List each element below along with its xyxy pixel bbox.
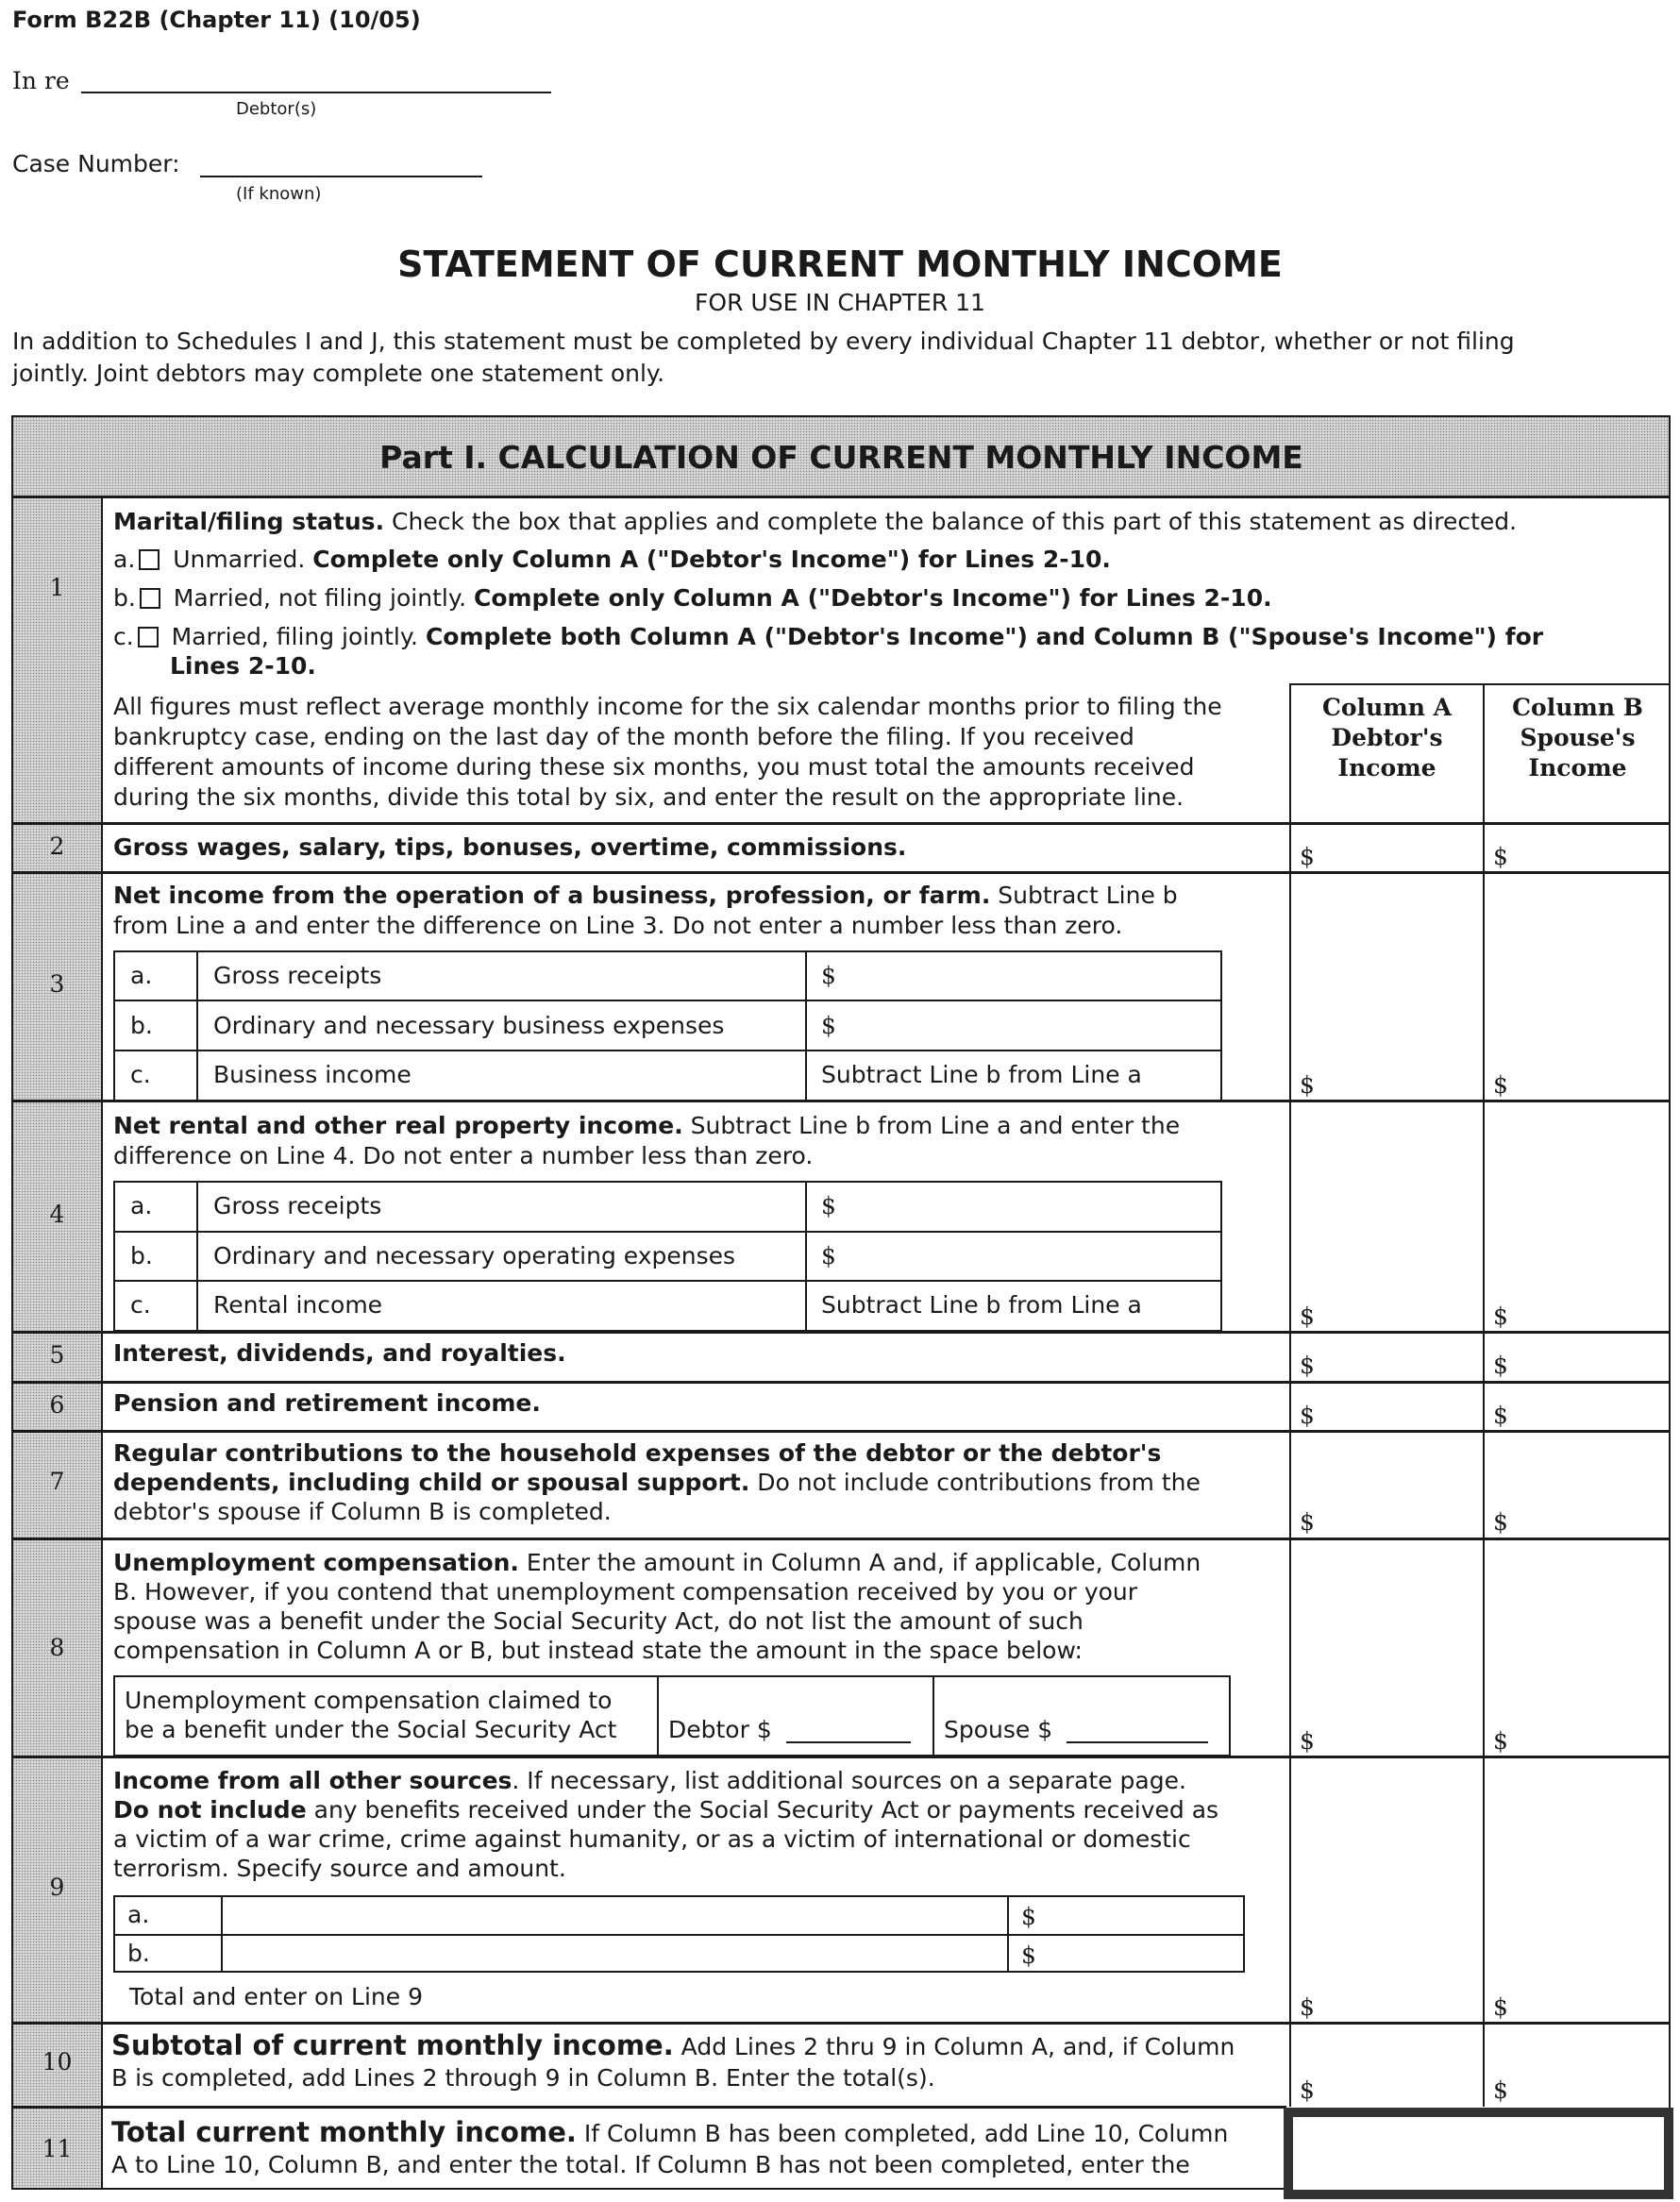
rule [12, 496, 1671, 498]
line9b-letter: b. [127, 1940, 150, 1967]
column-b-title: Column B [1512, 694, 1643, 721]
line8-text: Enter the amount in Column A and, if applicable, Column [518, 1549, 1201, 1576]
line3b-amount[interactable]: $ [821, 1012, 836, 1039]
line9-heading [113, 1766, 1186, 1795]
line3-heading [113, 881, 1178, 910]
line8-heading [113, 1548, 1201, 1577]
line2-col-a[interactable]: $ [1300, 843, 1315, 870]
line7-title-1: Regular contributions to the household expenses of the debtor or the debtor's [113, 1439, 1162, 1467]
line-number-8: 8 [49, 1634, 65, 1661]
rule [657, 1675, 659, 1757]
line3c-amount: Subtract Line b from Line a [821, 1061, 1142, 1088]
line3-text: Subtract Line b [990, 882, 1178, 909]
line7-title-2: dependents, including child or spousal support. [113, 1469, 750, 1496]
line8-text-2: B. However, if you contend that unemployment compensation received by you or your [113, 1578, 1138, 1605]
status-option-a[interactable] [113, 545, 1111, 574]
rule [12, 1430, 1671, 1433]
rule [1007, 1895, 1009, 1973]
line8-text-4: compensation in Column A or B, but instead state the amount in the space below: [113, 1637, 1083, 1664]
line4-col-b[interactable]: $ [1493, 1303, 1508, 1330]
line8-col-a[interactable]: $ [1300, 1727, 1315, 1755]
unemployment-debtor-field[interactable] [786, 1718, 911, 1743]
line9-text: . If necessary, list additional sources on a separate page. [512, 1767, 1186, 1794]
line4a-label: Gross receipts [213, 1192, 382, 1219]
line11-title: Total current monthly income. [111, 2116, 577, 2148]
line9-text-2: any benefits received under the Social Security Act or payments received as [306, 1796, 1219, 1824]
line5-col-a[interactable]: $ [1300, 1352, 1315, 1379]
line11-text-2: A to Line 10, Column B, and enter the total. If Column B has not been completed, enter the [111, 2151, 1190, 2178]
rule [932, 1675, 934, 1757]
rule [12, 1538, 1671, 1540]
line-number-9: 9 [49, 1874, 65, 1901]
option-instruction: Complete only Column A ("Debtor's Income") for Lines 2-10. [312, 546, 1111, 573]
line11-text: If Column B has been completed, add Line 10, Column [576, 2120, 1229, 2147]
line10-heading [111, 2031, 1235, 2061]
line6-col-b[interactable]: $ [1493, 1402, 1508, 1429]
line10-col-a[interactable]: $ [1300, 2076, 1315, 2104]
line1-heading [113, 507, 1517, 536]
line9-text-3: a victim of a war crime, crime against humanity, or as a victim of international or domestic [113, 1825, 1191, 1853]
line8-title: Unemployment compensation. [113, 1549, 519, 1576]
option-c-continued: Lines 2-10. [170, 652, 316, 680]
line-number-11: 11 [42, 2135, 73, 2162]
column-b-header [1485, 693, 1671, 783]
line-number-10: 10 [42, 2048, 73, 2076]
line-number-7: 7 [49, 1468, 65, 1495]
rule [1289, 683, 1671, 685]
line7-col-a[interactable]: $ [1300, 1508, 1315, 1536]
line3-col-a[interactable]: $ [1300, 1071, 1315, 1099]
line5-title: Interest, dividends, and royalties. [113, 1339, 566, 1367]
line4b-amount[interactable]: $ [821, 1242, 836, 1269]
line9b-source-field[interactable] [223, 1936, 1006, 1971]
rule [12, 2106, 1286, 2109]
option-instruction: Complete only Column A ("Debtor's Income") for Lines 2-10. [473, 584, 1272, 612]
line9a-letter: a. [127, 1901, 150, 1928]
line7-col-b[interactable]: $ [1493, 1508, 1508, 1536]
unemployment-spouse-label: Spouse $ [944, 1716, 1053, 1743]
married-separate-checkbox[interactable] [140, 588, 160, 609]
line3c-letter: c. [130, 1061, 151, 1088]
line9-text-4: terrorism. Specify source and amount. [113, 1855, 566, 1882]
page-title: STATEMENT OF CURRENT MONTHLY INCOME [397, 244, 1283, 285]
line1-text: Check the box that applies and complete the balance of this part of this statement as directed. [384, 508, 1518, 535]
married-joint-checkbox[interactable] [138, 627, 159, 647]
line6-col-a[interactable]: $ [1300, 1402, 1315, 1429]
part1-heading: Part I. CALCULATION OF CURRENT MONTHLY INCOME [379, 439, 1303, 476]
rule [196, 950, 198, 1101]
column-a-subtitle-2: Income [1337, 754, 1436, 782]
line9a-source-field[interactable] [223, 1897, 1006, 1934]
unemployment-debtor-label: Debtor $ [668, 1716, 772, 1743]
page-subtitle: FOR USE IN CHAPTER 11 [695, 289, 985, 316]
case-number-label: Case Number: [12, 150, 180, 177]
line9-line-2 [113, 1795, 1218, 1824]
line-number-5: 5 [49, 1341, 65, 1369]
option-label: Unmarried. [165, 546, 313, 573]
line3a-amount[interactable]: $ [821, 962, 836, 989]
line7-text-3: debtor's spouse if Column B is completed. [113, 1498, 612, 1525]
line10-col-b[interactable]: $ [1493, 2076, 1508, 2104]
line3a-label: Gross receipts [213, 962, 382, 989]
unemployment-label-1: Unemployment compensation claimed to [125, 1687, 613, 1714]
line9-col-a[interactable]: $ [1300, 1993, 1315, 2021]
line9b-amount[interactable]: $ [1021, 1941, 1036, 1969]
line5-col-b[interactable]: $ [1493, 1352, 1508, 1379]
instructions-line-2: bankruptcy case, ending on the last day of the month before the filing. If you received [113, 723, 1134, 750]
line-number-4: 4 [49, 1201, 65, 1228]
line2-title: Gross wages, salary, tips, bonuses, overtime, commissions. [113, 833, 907, 861]
line10-text: Add Lines 2 thru 9 in Column A, and, if Column [673, 2033, 1235, 2060]
line3b-label: Ordinary and necessary business expenses [213, 1012, 725, 1039]
column-a-subtitle: Debtor's [1331, 724, 1443, 751]
line3-col-b[interactable]: $ [1493, 1071, 1508, 1099]
case-number-caption: (If known) [236, 184, 322, 204]
case-number-field[interactable] [200, 151, 482, 177]
status-option-c[interactable] [113, 622, 1543, 651]
line7-line-2 [113, 1468, 1201, 1497]
line9-col-b[interactable]: $ [1493, 1993, 1508, 2021]
line9-title: Income from all other sources [113, 1767, 512, 1794]
option-label: Married, not filing jointly. [165, 584, 474, 612]
debtor-name-field[interactable] [81, 66, 551, 93]
line1-title: Marital/filing status. [113, 508, 385, 535]
line4c-label: Rental income [213, 1291, 383, 1319]
line4a-letter: a. [130, 1192, 153, 1219]
rule [113, 1231, 1222, 1233]
status-option-b[interactable] [113, 583, 1272, 613]
instructions-line-3: different amounts of income during these six months, you must total the amounts received [113, 753, 1195, 781]
column-a-header [1291, 693, 1483, 783]
line3-text-2: from Line a and enter the difference on Line 3. Do not enter a number less than zero. [113, 912, 1123, 939]
line-number-2: 2 [49, 832, 65, 860]
line7-text: Do not include contributions from the [749, 1469, 1201, 1496]
rule [113, 1050, 1222, 1051]
line3a-letter: a. [130, 962, 153, 989]
rule [113, 1000, 1222, 1001]
unemployment-spouse-field[interactable] [1067, 1718, 1208, 1743]
rule [12, 2022, 1671, 2025]
option-label: Married, filing jointly. [163, 623, 426, 650]
line3-title: Net income from the operation of a business, profession, or farm. [113, 882, 991, 909]
intro-line-1: In addition to Schedules I and J, this statement must be completed by every individual Chapter 11 debtor, whether or not filing [12, 328, 1515, 355]
line-number-1: 1 [49, 574, 65, 601]
line9-total-label: Total and enter on Line 9 [129, 1983, 423, 2010]
line4-heading [113, 1111, 1180, 1140]
rule [12, 1381, 1671, 1384]
total-income-field[interactable] [1284, 2108, 1673, 2199]
rule [1289, 684, 1291, 2107]
instructions-line-4: during the six months, divide this total by six, and enter the result on the appropriate line. [113, 783, 1184, 811]
option-instruction: Complete both Column A ("Debtor's Income") and Column B ("Spouse's Income") for [425, 623, 1544, 650]
line8-col-b[interactable]: $ [1493, 1727, 1508, 1755]
column-b-subtitle-2: Income [1528, 754, 1627, 782]
rule [196, 1181, 198, 1332]
option-letter: c. [113, 623, 134, 650]
instructions-line-1: All figures must reflect average monthly income for the six calendar months prior to filing the [113, 693, 1222, 720]
line4-title: Net rental and other real property income. [113, 1112, 683, 1139]
rule [113, 1280, 1222, 1282]
rule [805, 950, 807, 1101]
line4c-letter: c. [130, 1291, 151, 1319]
line-number-3: 3 [49, 970, 65, 998]
line4b-letter: b. [130, 1242, 153, 1269]
line4-text-2: difference on Line 4. Do not enter a number less than zero. [113, 1142, 814, 1169]
line4b-label: Ordinary and necessary operating expenses [213, 1242, 736, 1269]
line8-text-3: spouse was a benefit under the Social Security Act, do not list the amount of such [113, 1607, 1084, 1635]
line3b-letter: b. [130, 1012, 153, 1039]
line11-heading [111, 2118, 1228, 2148]
line10-text-2: B is completed, add Lines 2 through 9 in Column B. Enter the total(s). [111, 2064, 935, 2092]
option-letter: a. [113, 546, 136, 573]
line6-title: Pension and retirement income. [113, 1389, 541, 1417]
form-id: Form B22B (Chapter 11) (10/05) [12, 7, 421, 33]
unmarried-checkbox[interactable] [139, 549, 160, 570]
option-letter: b. [113, 584, 136, 612]
unemployment-label-2: be a benefit under the Social Security Act [125, 1716, 617, 1743]
rule [805, 1181, 807, 1332]
rule [12, 822, 1671, 825]
in-re-label: In re [12, 67, 70, 94]
line4-col-a[interactable]: $ [1300, 1303, 1315, 1330]
intro-line-2: jointly. Joint debtors may complete one statement only. [12, 360, 665, 387]
line4c-amount: Subtract Line b from Line a [821, 1291, 1142, 1319]
line9-do-not-include: Do not include [113, 1796, 307, 1824]
rule [1483, 684, 1485, 2107]
line10-title: Subtotal of current monthly income. [111, 2029, 674, 2061]
line4a-amount[interactable]: $ [821, 1192, 836, 1219]
column-a-title: Column A [1322, 694, 1452, 721]
line2-col-b[interactable]: $ [1493, 843, 1508, 870]
debtor-caption: Debtor(s) [236, 99, 317, 119]
rule [12, 871, 1671, 874]
line3c-label: Business income [213, 1061, 412, 1088]
column-b-subtitle: Spouse's [1520, 724, 1636, 751]
line-number-6: 6 [49, 1391, 65, 1419]
line9a-amount[interactable]: $ [1021, 1903, 1036, 1930]
line4-text: Subtract Line b from Line a and enter the [682, 1112, 1181, 1139]
